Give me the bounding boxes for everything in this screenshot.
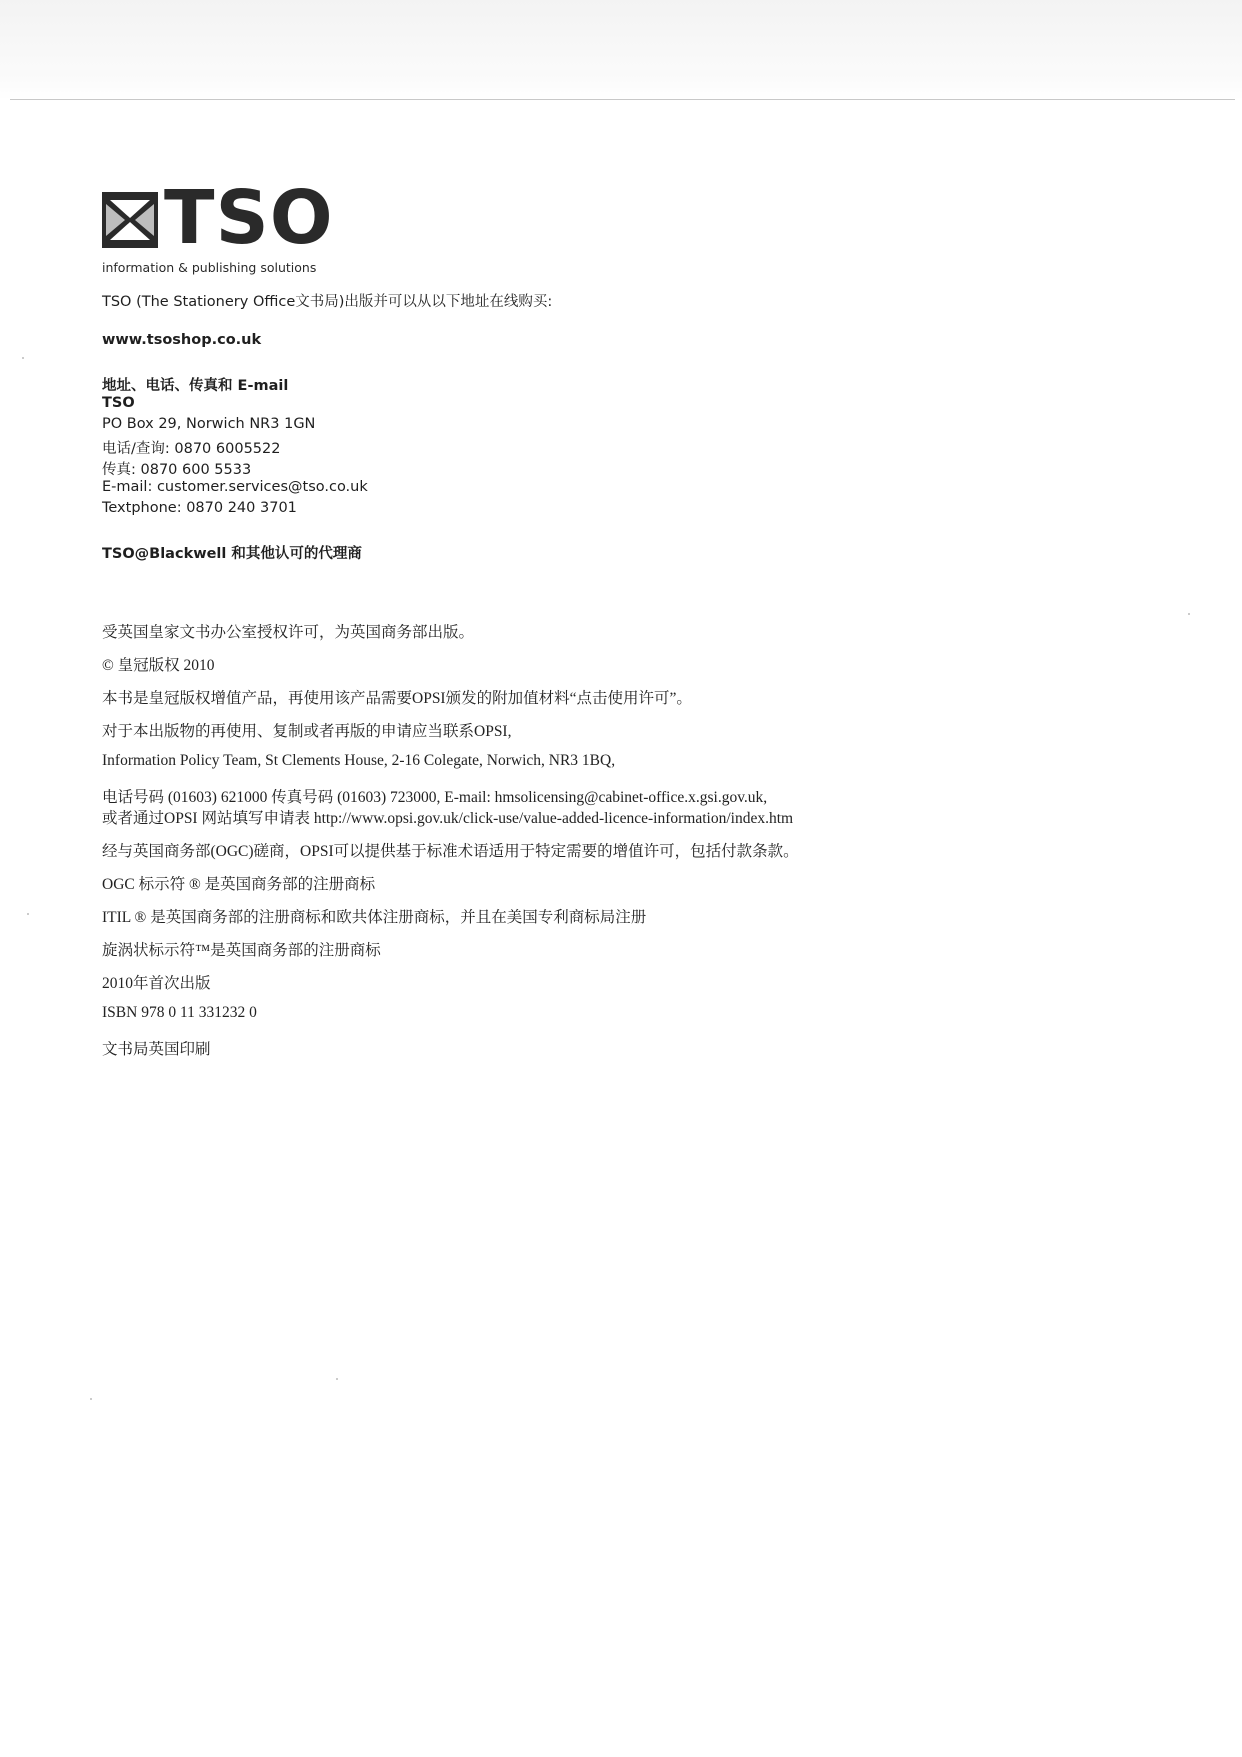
contact-address: PO Box 29, Norwich NR3 1GN (102, 416, 316, 432)
website-link[interactable]: www.tsoshop.co.uk (102, 332, 262, 348)
tso-cross-icon (102, 192, 158, 248)
notice-line: Information Policy Team, St Clements House, 2-16 Colegate, Norwich, NR3 1BQ, (102, 752, 616, 769)
scan-speck (90, 1398, 92, 1400)
contact-textphone: Textphone: 0870 240 3701 (102, 500, 297, 516)
notice-line: 受英国皇家文书办公室授权许可，为英国商务部出版。 (102, 624, 475, 641)
contact-heading: 地址、电话、传真和 E-mail (102, 378, 289, 394)
notice-line: 电话号码 (01603) 621000 传真号码 (01603) 723000, E-mail: hmsolicensing@cabinet-office.x.gsi.gov.uk, (102, 789, 768, 806)
notice-line: ITIL ® 是英国商务部的注册商标和欧共体注册商标，并且在美国专利商标局注册 (102, 909, 647, 926)
scan-speck (22, 357, 24, 359)
notice-line: 2010年首次出版 (102, 975, 211, 992)
agents-text: TSO@Blackwell 和其他认可的代理商 (102, 546, 362, 562)
contact-email[interactable]: E-mail: customer.services@tso.co.uk (102, 479, 368, 495)
logo-tagline: information & publishing solutions (102, 260, 317, 275)
contact-fax: 传真: 0870 600 5533 (102, 462, 252, 478)
notice-line: 本书是皇冠版权增值产品，再使用该产品需要OPSI颁发的附加值材料“点击使用许可”。 (102, 690, 692, 707)
logo-wordmark: TSO (164, 175, 334, 261)
scan-edge-line (10, 99, 1235, 100)
notice-line: ISBN 978 0 11 331232 0 (102, 1004, 257, 1021)
notice-line: 文书局英国印刷 (102, 1041, 211, 1058)
notice-line: 对于本出版物的再使用、复制或者再版的申请应当联系OPSI, (102, 723, 512, 740)
notice-line: OGC 标示符 ® 是英国商务部的注册商标 (102, 876, 376, 893)
scan-speck (1188, 613, 1190, 615)
notice-line: 经与英国商务部(OGC)磋商，OPSI可以提供基于标准术语适用于特定需要的增值许可，包括付款条款。 (102, 843, 799, 860)
intro-text: TSO (The Stationery Office文书局)出版并可以从以下地址在线购买: (102, 294, 553, 310)
scan-header-shadow (0, 0, 1242, 100)
contact-org: TSO (102, 395, 135, 411)
notice-line: 或者通过OPSI 网站填写申请表 http://www.opsi.gov.uk/click-use/value-added-licence-information/index.htm (102, 810, 794, 827)
tso-logo (102, 175, 334, 275)
notice-line: 旋涡状标示符™是英国商务部的注册商标 (102, 942, 381, 959)
contact-phone: 电话/查询: 0870 6005522 (102, 441, 281, 457)
scan-speck (336, 1378, 338, 1380)
notice-line: © 皇冠版权 2010 (102, 657, 215, 674)
scan-speck (27, 913, 29, 915)
